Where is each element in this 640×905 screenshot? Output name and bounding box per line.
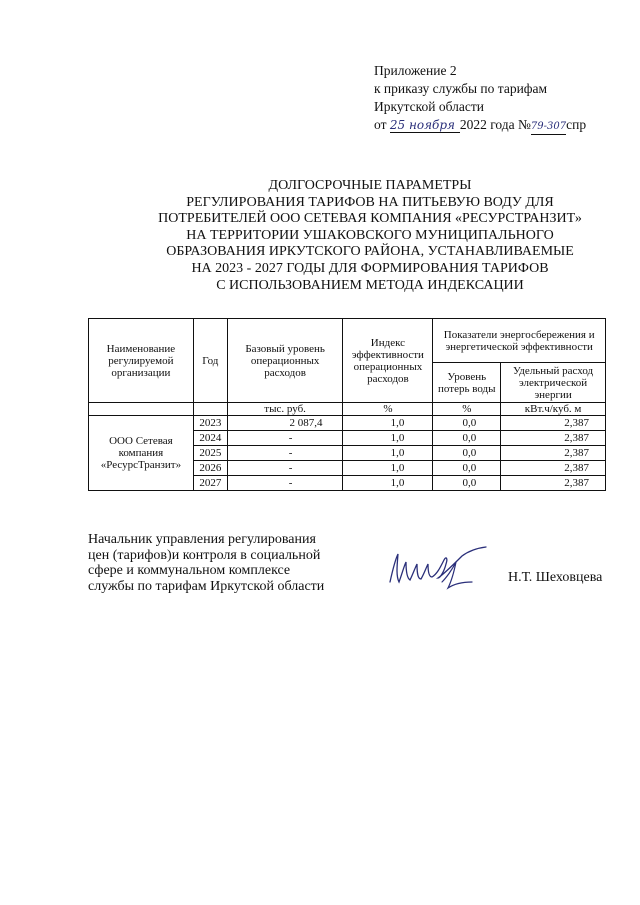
cell-year: 2026 [193,461,227,476]
appendix-line-3: Иркутской области [374,99,485,114]
cell-year: 2027 [193,476,227,491]
appendix-date-handwritten: 25 ноября [389,118,455,132]
header-org: Наименование регулируемой организации [89,319,194,403]
title-line: НА ТЕРРИТОРИИ УШАКОВСКОГО МУНИЦИПАЛЬНОГО [186,227,554,243]
cell-index: 1,0 [343,431,433,446]
unit-losses: % [433,403,501,416]
appendix-year-text: 2022 года № [459,117,531,132]
appendix-line-2: к приказу службы по тарифам [374,81,548,96]
cell-base: - [227,461,343,476]
cell-year: 2024 [193,431,227,446]
cell-specific: 2,387 [501,476,606,491]
cell-base: 2 087,4 [227,416,343,431]
signer-line: цен (тарифов)и контроля в социальной [88,547,321,563]
cell-specific: 2,387 [501,446,606,461]
title-line: НА 2023 - 2027 ГОДЫ ДЛЯ ФОРМИРОВАНИЯ ТАРИФОВ [191,260,549,276]
title-line: РЕГУЛИРОВАНИЯ ТАРИФОВ НА ПИТЬЕВУЮ ВОДУ ДЛЯ [186,194,554,210]
header-losses: Уровень потерь воды [433,363,501,403]
cell-base: - [227,431,343,446]
cell-losses: 0,0 [433,416,501,431]
header-year: Год [193,319,227,403]
cell-losses: 0,0 [433,461,501,476]
title-line: ОБРАЗОВАНИЯ ИРКУТСКОГО РАЙОНА, УСТАНАВЛИВАЕМЫЕ [166,244,574,260]
table-units-row [89,403,606,416]
unit-base: тыс. руб. [227,403,343,416]
org-name-cell: ООО Сетевая компания «РесурсТранзит» [89,416,194,491]
units-year-empty [193,403,227,416]
appendix-suffix: спр [566,117,587,132]
appendix-date-line [374,116,586,135]
cell-losses: 0,0 [433,431,501,446]
cell-losses: 0,0 [433,446,501,461]
cell-specific: 2,387 [501,431,606,446]
signer-line: службы по тарифам Иркутской области [88,578,325,594]
header-base: Базовый уровень операционных расходов [227,319,343,403]
table-row [89,416,606,431]
signer-line: Начальник управления регулирования [88,532,316,547]
cell-index: 1,0 [343,461,433,476]
cell-year: 2025 [193,446,227,461]
title-line: ДОЛГОСРОЧНЫЕ ПАРАМЕТРЫ [268,178,472,193]
cell-specific: 2,387 [501,416,606,431]
cell-base: - [227,446,343,461]
cell-base: - [227,476,343,491]
cell-index: 1,0 [343,446,433,461]
title-line: ПОТРЕБИТЕЛЕЙ ООО СЕТЕВАЯ КОМПАНИЯ «РЕСУРСТРАНЗИТ» [158,211,582,227]
signer-position [88,532,324,594]
cell-index: 1,0 [343,416,433,431]
appendix-line-1: Приложение 2 [374,63,457,78]
header-specific: Удельный расход электрической энергии [501,363,606,403]
cell-year: 2023 [193,416,227,431]
appendix-block [374,62,586,135]
signer-line: сфере и коммунальном комплексе [88,563,291,578]
unit-index: % [343,403,433,416]
document-title [100,178,640,294]
handwritten-signature [382,544,492,599]
appendix-number-field [531,118,566,135]
table-header-row [89,319,606,363]
appendix-number-handwritten: 79-307 [530,121,567,132]
title-line: С ИСПОЛЬЗОВАНИЕМ МЕТОДА ИНДЕКСАЦИИ [216,277,524,293]
appendix-date-field [390,118,460,133]
unit-specific: кВт.ч/куб. м [501,403,606,416]
appendix-prefix: от [374,117,387,132]
header-energy-group: Показатели энергосбережения и энергетической эффективности [433,319,606,363]
units-org-empty [89,403,194,416]
signer-name: Н.Т. Шеховцева [508,570,603,585]
cell-losses: 0,0 [433,476,501,491]
parameters-table [88,318,606,491]
header-index: Индекс эффективности операционных расходов [343,319,433,403]
cell-index: 1,0 [343,476,433,491]
cell-specific: 2,387 [501,461,606,476]
